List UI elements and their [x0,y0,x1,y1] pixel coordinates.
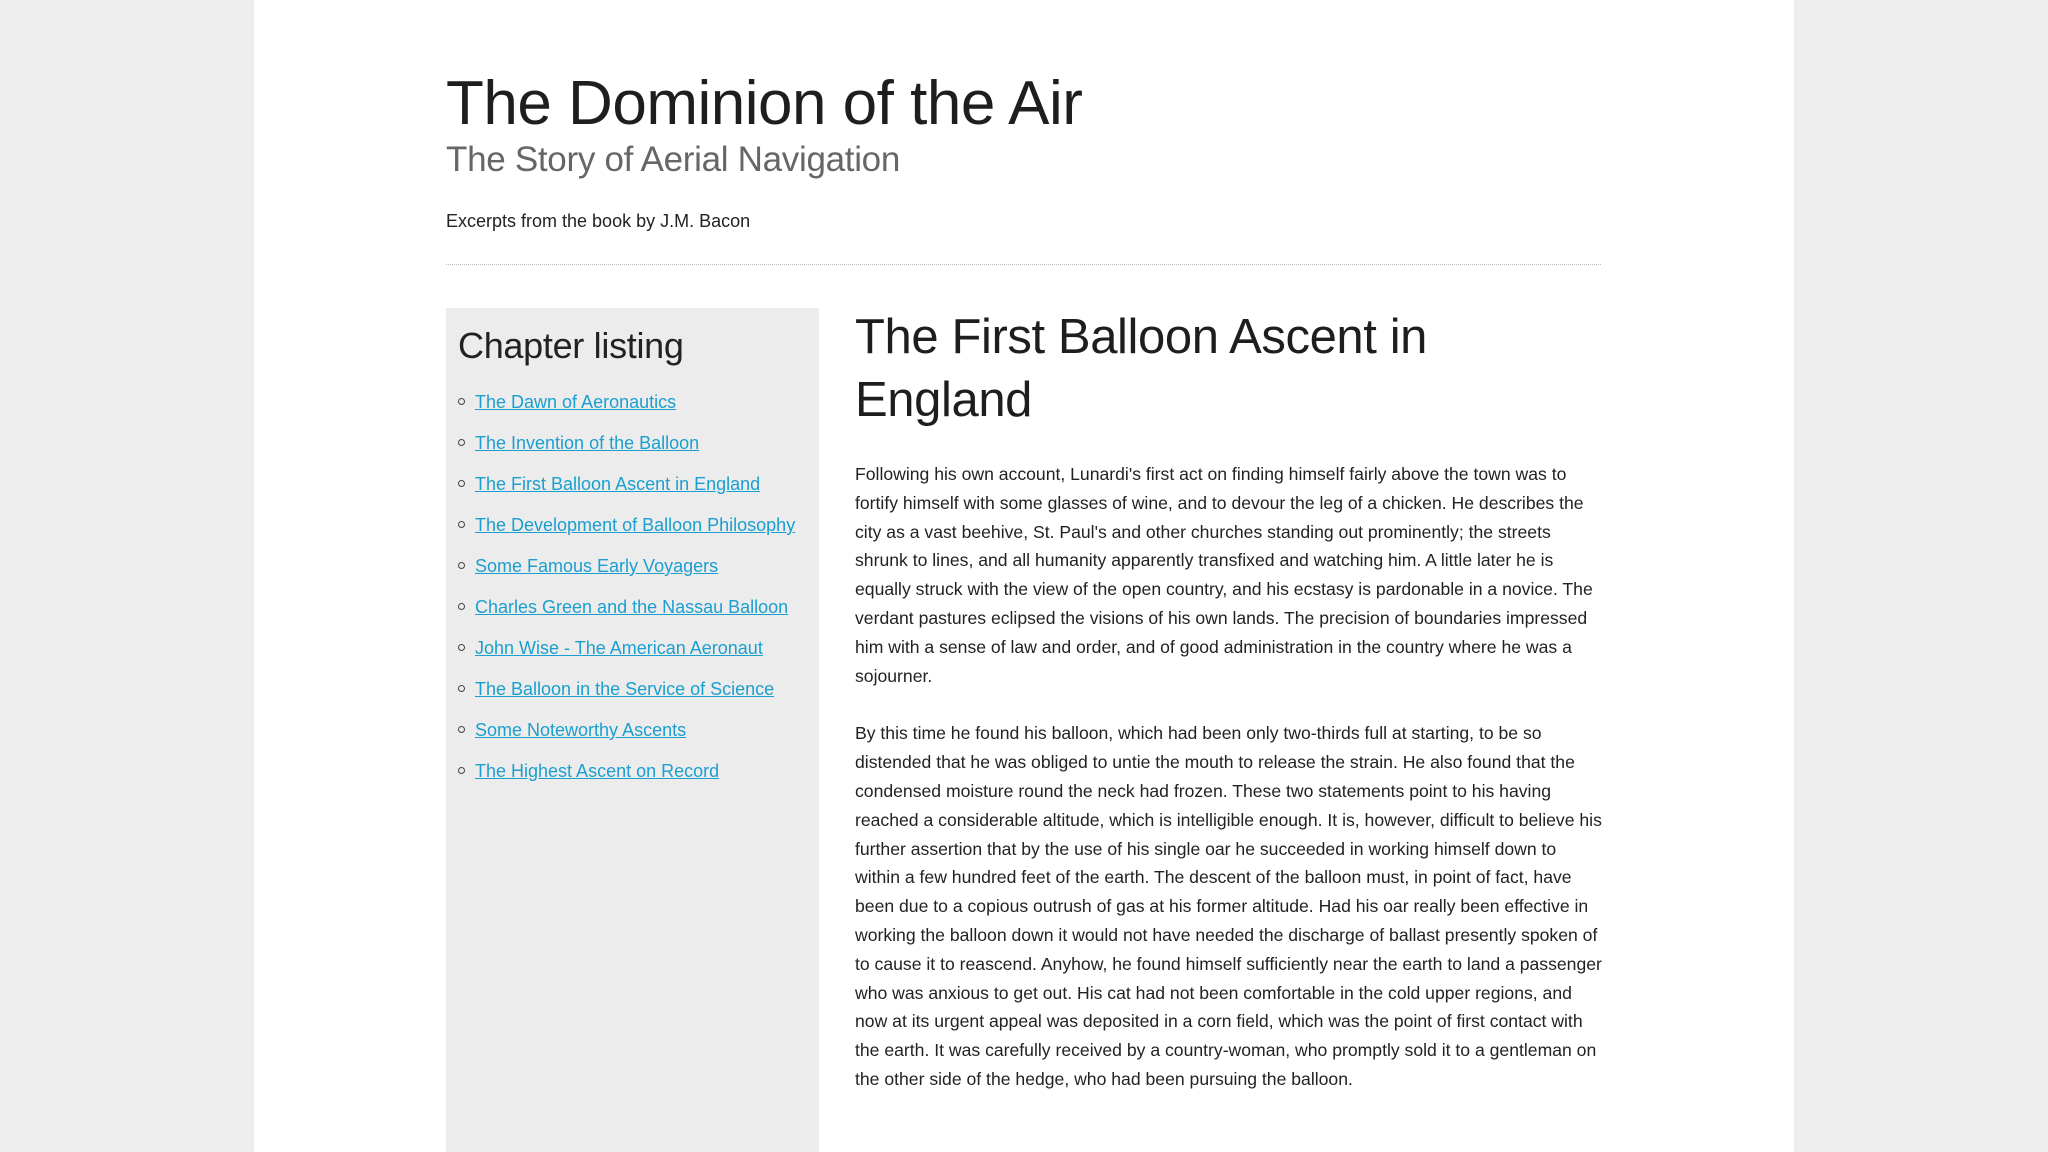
chapter-link-noteworthy-ascents[interactable]: Some Noteworthy Ascents [475,720,687,740]
chapter-link-highest-ascent[interactable]: The Highest Ascent on Record [475,761,720,781]
list-item [446,718,795,759]
list-item [446,677,795,718]
list-item [446,595,795,636]
bullet-icon [458,398,465,405]
bullet-icon [458,603,465,610]
site-header [446,68,1601,232]
chapter-link-first-balloon-ascent[interactable]: The First Balloon Ascent in England [475,474,761,494]
list-item [446,472,795,513]
chapter-list [446,390,795,800]
chapter-link-dawn-of-aeronautics[interactable]: The Dawn of Aeronautics [475,392,677,412]
chapter-sidebar [446,308,819,1152]
chapter-link-famous-early-voyagers[interactable]: Some Famous Early Voyagers [475,556,719,576]
bullet-icon [458,685,465,692]
chapter-link-john-wise[interactable]: John Wise - The American Aeronaut [475,638,763,658]
site-subtitle: The Story of Aerial Navigation [446,140,901,179]
chapter-link-charles-green[interactable]: Charles Green and the Nassau Balloon [475,597,789,617]
article-title: The First Balloon Ascent in England [855,310,1428,427]
bullet-icon [458,439,465,446]
list-item [446,431,795,472]
sidebar-title: Chapter listing [458,325,684,366]
article-paragraph: By this time he found his balloon, which had been only two-thirds full at starting, to be so distended that he was obliged to untie the mouth to release the strain. He also found that the condensed moisture round the neck had frozen. These two statements point to his having reached a considerable altitude, which is intelligible enough. It is, however, difficult to believe his further assertion that by the use of his single oar he succeeded in working himself down to within a few hundred feet of the earth. The descent of the balloon must, in point of fact, have been due to a copious outrush of gas at his former altitude. Had his oar really been effective in working the balloon down it would not have needed the discharge of ballast presently spoken of to cause it to reascend. Anyhow, he found himself sufficiently near the earth to land a passenger who was anxious to get out. His cat had not been comfortable in the cold upper regions, and now at its urgent appeal was deposited in a corn field, which was the point of first contact with the earth. It was carefully received by a country-woman, who promptly sold it to a gentleman on the other side of the hedge, who had been pursuing the balloon. [855,723,1602,1089]
bullet-icon [458,767,465,774]
bullet-icon [458,562,465,569]
site-title: The Dominion of the Air [446,69,1083,138]
site-byline: Excerpts from the book by J.M. Bacon [446,211,751,231]
page-container [254,0,1794,1152]
bullet-icon [458,726,465,733]
article-content [855,306,1603,1094]
bullet-icon [458,480,465,487]
list-item [446,554,795,595]
bullet-icon [458,521,465,528]
list-item [446,759,795,800]
chapter-link-service-of-science[interactable]: The Balloon in the Service of Science [475,679,775,699]
chapter-link-balloon-philosophy[interactable]: The Development of Balloon Philosophy [475,515,796,535]
chapter-link-invention-of-balloon[interactable]: The Invention of the Balloon [475,433,700,453]
list-item [446,390,795,431]
list-item [446,513,795,554]
list-item [446,636,795,677]
header-divider [446,264,1601,265]
article-paragraph: Following his own account, Lunardi's first act on finding himself fairly above the town was to fortify himself with some glasses of wine, and to devour the leg of a chicken. He describes the city as a vast beehive, St. Paul's and other churches standing out prominently; the streets shrunk to lines, and all humanity apparently transfixed and watching him. A little later he is equally struck with the view of the open country, and his ecstasy is pardonable in a novice. The verdant pastures eclipsed the visions of his own lands. The precision of boundaries impressed him with a sense of law and order, and of good administration in the country where he was a sojourner. [855,464,1593,686]
bullet-icon [458,644,465,651]
